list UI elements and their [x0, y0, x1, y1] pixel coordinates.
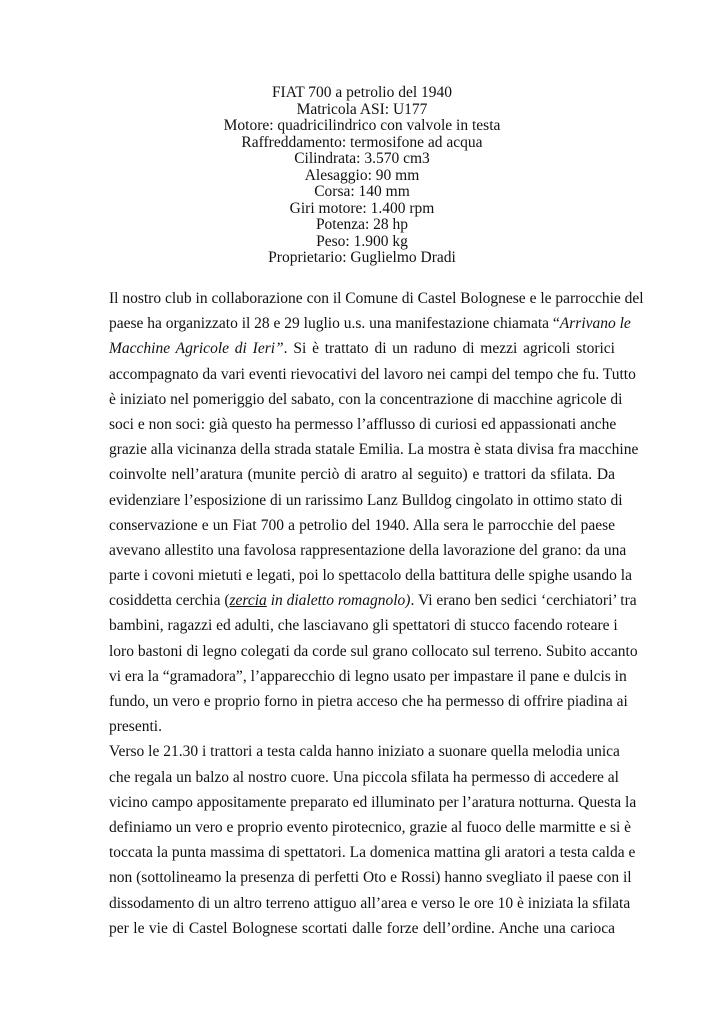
text-line: evidenziare l’esposizione di un rarissimo Lanz Bulldog cingolato in ottimo stato di [109, 491, 623, 509]
text-span: cosiddetta cerchia ( [109, 592, 230, 610]
article-body [109, 286, 644, 941]
text-line: bambini, ragazzi ed adulti, che lasciavano gli spettatori di stucco facendo roteare i [109, 617, 618, 635]
spec-rpm: Giri motore: 1.400 rpm [289, 199, 435, 217]
dialect-note-italic: in dialetto romagnolo) [266, 592, 411, 610]
spec-bore: Alesaggio: 90 mm [304, 166, 420, 184]
text-line [109, 588, 637, 613]
text-line: fundo, un vero e proprio forno in pietra acceso che ha permesso di offrire piadina ai [109, 693, 628, 710]
text-line: non (sottolineamo la presenza di perfetti Oto e Rossi) hanno svegliato il paese con il [109, 869, 632, 887]
spec-registration: Matricola ASI: U177 [296, 100, 428, 118]
text-line: Verso le 21.30 i trattori a testa calda hanno iniziato a suonare quella melodia unica [109, 743, 620, 761]
event-title-italic: Arrivano le [559, 315, 631, 333]
text-line: avevano allestito una favolosa rappresentazione della lavorazione del grano: da una [109, 541, 627, 559]
text-span: . Si è trattato di un raduno di mezzi agricoli storici [283, 340, 615, 358]
spec-power: Potenza: 28 hp [315, 216, 409, 233]
text-line: accompagnato da vari eventi rievocativi del lavoro nei campi del tempo che fu. Tutto [109, 365, 636, 383]
spec-owner: Proprietario: Guglielmo Dradi [268, 249, 456, 266]
vehicle-spec-block [0, 85, 724, 267]
paragraph-1 [109, 286, 644, 739]
text-line: soci e non soci: già questo ha permesso l’afflusso di curiosi ed appassionati anche [109, 415, 617, 433]
text-line [109, 311, 631, 336]
text-span: . Vi erano ben sedici ‘cerchiatori’ tra [410, 592, 637, 610]
spec-stroke: Corsa: 140 mm [314, 183, 410, 200]
text-line: grazie alla vicinanza della strada statale Emilia. La mostra è stata divisa fra macchine [109, 441, 639, 459]
paragraph-2 [109, 739, 637, 941]
text-line: Il nostro club in collaborazione con il Comune di Castel Bolognese e le parrocchie del [109, 290, 644, 307]
spec-engine: Motore: quadricilindrico con valvole in testa [223, 117, 501, 134]
text-line: toccata la punta massima di spettatori. La domenica mattina gli aratori a testa calda e [109, 844, 636, 862]
text-line: è iniziato nel pomeriggio del sabato, con la concentrazione di macchine agricole di [109, 390, 623, 408]
text-line [109, 336, 615, 361]
text-span: paese ha organizzato il 28 e 29 luglio u.s. una manifestazione chiamata “ [109, 315, 560, 333]
text-line: che regala un balzo al nostro cuore. Una piccola sfilata ha permesso di accedere al [109, 768, 619, 786]
spec-weight: Peso: 1.900 kg [316, 232, 408, 250]
text-line: vi era la “gramadora”, l’apparecchio di legno usato per impastare il pane e dulcis in [109, 667, 627, 685]
text-line: vicino campo appositamente preparato ed illuminato per l’aratura notturna. Questa la [109, 793, 637, 811]
text-line: conservazione e un Fiat 700 a petrolio del 1940. Alla sera le parrocchie del paese [109, 516, 615, 534]
spec-cooling: Raffreddamento: termosifone ad acqua [241, 133, 483, 151]
event-title-italic: Macchine Agricole di Ieri” [109, 340, 284, 358]
spec-displacement: Cilindrata: 3.570 cm3 [294, 150, 430, 167]
text-line: dissodamento di un altro terreno attiguo all’area e verso le ore 10 è iniziata la sfilata [109, 894, 631, 912]
text-line: coinvolte nell’aratura (munite perciò di aratro al seguito) e trattori da sfilata. Da [109, 466, 615, 484]
text-line: per le vie di Castel Bolognese scortati dalle forze dell’ordine. Anche una carioca [109, 919, 615, 937]
dialect-word: zercia [229, 592, 267, 610]
text-line: parte i covoni mietuti e legati, poi lo spettacolo della battitura delle spighe usando la [109, 567, 632, 585]
text-line: definiamo un vero e proprio evento pirotecnico, grazie al fuoco delle marmitte e si è [109, 818, 632, 836]
spec-title: FIAT 700 a petrolio del 1940 [271, 84, 453, 101]
text-line: loro bastoni di legno colegati da corde sul grano collocato sul terreno. Subito accanto [109, 642, 638, 660]
text-line: presenti. [109, 718, 162, 736]
